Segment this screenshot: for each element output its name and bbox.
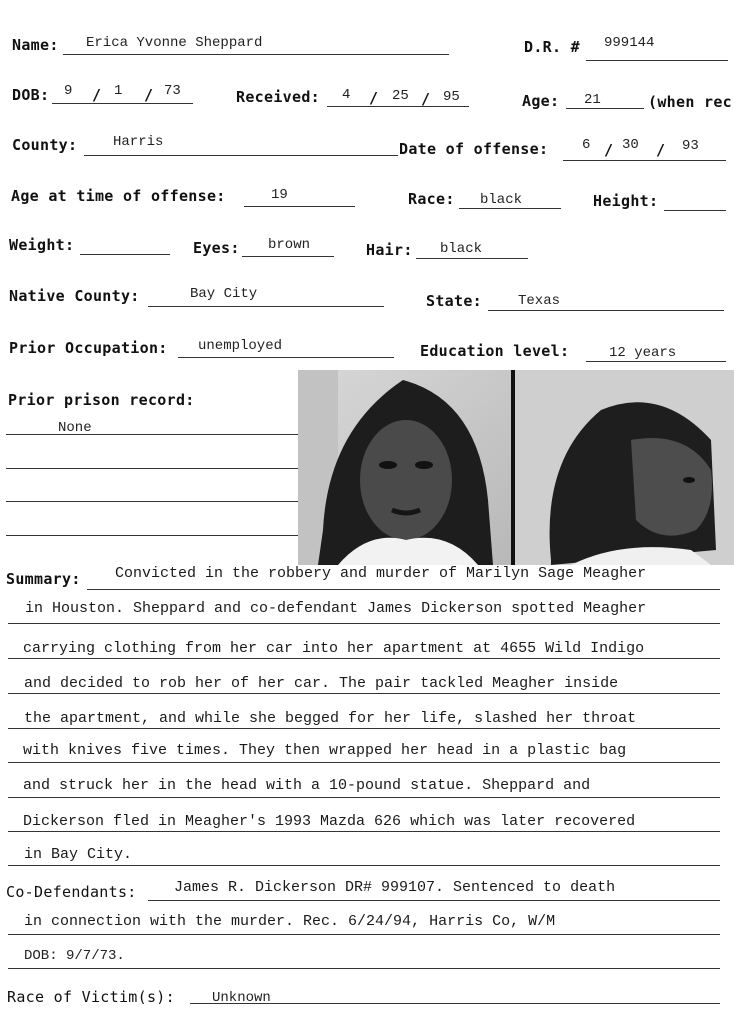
race-value: black bbox=[480, 192, 523, 208]
occupation-label: Prior Occupation: bbox=[9, 339, 168, 357]
prison-line-1 bbox=[6, 434, 298, 435]
age-offense-line bbox=[244, 206, 355, 207]
codef-rule-2 bbox=[8, 934, 720, 935]
prison-line-2 bbox=[6, 468, 298, 469]
codef-rule-3 bbox=[8, 968, 720, 969]
state-value: Texas bbox=[518, 293, 561, 309]
summary-rule-4 bbox=[8, 693, 720, 694]
summary-rule-7 bbox=[8, 797, 720, 798]
offense-label: Date of offense: bbox=[399, 140, 549, 158]
hair-line bbox=[416, 258, 528, 259]
summary-rule-2 bbox=[8, 623, 720, 624]
native-label: Native County: bbox=[9, 287, 140, 305]
offense-day: 30 bbox=[622, 137, 639, 153]
eyes-value: brown bbox=[268, 237, 311, 253]
received-day: 25 bbox=[392, 88, 409, 104]
education-line bbox=[586, 361, 726, 362]
prison-value: None bbox=[58, 420, 92, 436]
age-label: Age: bbox=[522, 92, 560, 110]
height-line bbox=[664, 210, 726, 211]
weight-line bbox=[80, 254, 170, 255]
offense-line bbox=[563, 160, 726, 161]
codef-rule-1 bbox=[148, 900, 720, 901]
summary-line-7: and struck her in the head with a 10-pound statue. Sheppard and bbox=[23, 777, 591, 794]
dr-label: D.R. # bbox=[524, 38, 580, 56]
codef-line-3: DOB: 9/7/73. bbox=[24, 948, 125, 964]
summary-line-2: in Houston. Sheppard and co-defendant James Dickerson spotted Meagher bbox=[25, 600, 647, 617]
age-note: (when rec bbox=[648, 93, 732, 111]
summary-line-6: with knives five times. They then wrapped her head in a plastic bag bbox=[23, 742, 627, 759]
received-line bbox=[327, 106, 469, 107]
race-label: Race: bbox=[408, 190, 455, 208]
education-label: Education level: bbox=[420, 342, 570, 360]
received-label: Received: bbox=[236, 88, 320, 106]
received-slash-1: / bbox=[369, 89, 379, 107]
dr-line bbox=[586, 60, 728, 61]
summary-label: Summary: bbox=[6, 570, 81, 588]
codef-line-2: in connection with the murder. Rec. 6/24/94, Harris Co, W/M bbox=[24, 913, 556, 930]
dob-month: 9 bbox=[64, 83, 73, 99]
age-value: 21 bbox=[584, 92, 601, 108]
dob-label: DOB: bbox=[12, 86, 50, 104]
dr-value: 999144 bbox=[604, 35, 655, 51]
dob-day: 1 bbox=[114, 83, 123, 99]
hair-value: black bbox=[440, 241, 483, 257]
native-value: Bay City bbox=[190, 286, 258, 302]
height-label: Height: bbox=[593, 192, 659, 210]
offense-year: 93 bbox=[682, 138, 699, 154]
victim-value: Unknown bbox=[212, 990, 271, 1006]
prison-line-3 bbox=[6, 501, 298, 502]
codef-label: Co-Defendants: bbox=[6, 883, 137, 901]
county-line bbox=[84, 155, 398, 156]
education-value: 12 years bbox=[609, 345, 677, 361]
name-label: Name: bbox=[12, 36, 59, 54]
county-value: Harris bbox=[113, 134, 164, 150]
summary-rule-9 bbox=[8, 865, 720, 866]
race-line bbox=[459, 208, 561, 209]
dob-slash-1: / bbox=[92, 86, 102, 104]
dob-line bbox=[52, 103, 193, 104]
native-line bbox=[148, 306, 384, 307]
summary-line-1: Convicted in the robbery and murder of Marilyn Sage Meagher bbox=[115, 565, 647, 582]
hair-label: Hair: bbox=[366, 241, 413, 259]
age-offense-label: Age at time of offense: bbox=[11, 187, 226, 205]
summary-rule-8 bbox=[8, 831, 720, 832]
age-line bbox=[566, 108, 644, 109]
weight-label: Weight: bbox=[9, 236, 75, 254]
victim-line bbox=[190, 1003, 720, 1004]
codef-line-1: James R. Dickerson DR# 999107. Sentenced to death bbox=[174, 879, 616, 896]
name-line bbox=[63, 54, 449, 55]
dob-slash-2: / bbox=[144, 86, 154, 104]
summary-line-3: carrying clothing from her car into her apartment at 4655 Wild Indigo bbox=[23, 640, 645, 657]
summary-rule-3 bbox=[8, 658, 720, 659]
summary-line-4: and decided to rob her of her car. The pair tackled Meagher inside bbox=[24, 675, 619, 692]
victim-label: Race of Victim(s): bbox=[7, 988, 175, 1006]
offense-slash-1: / bbox=[604, 141, 614, 159]
eyes-label: Eyes: bbox=[193, 239, 240, 257]
summary-line-5: the apartment, and while she begged for her life, slashed her throat bbox=[24, 710, 637, 727]
prison-line-4 bbox=[6, 535, 298, 536]
dob-year: 73 bbox=[164, 83, 181, 99]
offense-month: 6 bbox=[582, 137, 591, 153]
profile-mugshot-photo bbox=[511, 370, 734, 565]
eyes-line bbox=[242, 256, 334, 257]
occupation-line bbox=[178, 357, 394, 358]
summary-line-8: Dickerson fled in Meagher's 1993 Mazda 626 which was later recovered bbox=[23, 813, 636, 830]
county-label: County: bbox=[12, 136, 78, 154]
offense-slash-2: / bbox=[656, 141, 666, 159]
received-year: 95 bbox=[443, 89, 460, 105]
summary-rule-5 bbox=[8, 728, 720, 729]
front-mugshot-photo bbox=[298, 370, 512, 565]
summary-line-9: in Bay City. bbox=[24, 846, 133, 863]
state-label: State: bbox=[426, 292, 482, 310]
age-offense-value: 19 bbox=[271, 187, 288, 203]
name-value: Erica Yvonne Sheppard bbox=[86, 35, 263, 51]
summary-rule-6 bbox=[8, 762, 720, 763]
state-line bbox=[488, 310, 724, 311]
received-month: 4 bbox=[342, 87, 351, 103]
prison-label: Prior prison record: bbox=[8, 391, 195, 409]
summary-rule-1 bbox=[87, 589, 720, 590]
received-slash-2: / bbox=[421, 90, 431, 108]
occupation-value: unemployed bbox=[198, 338, 283, 354]
